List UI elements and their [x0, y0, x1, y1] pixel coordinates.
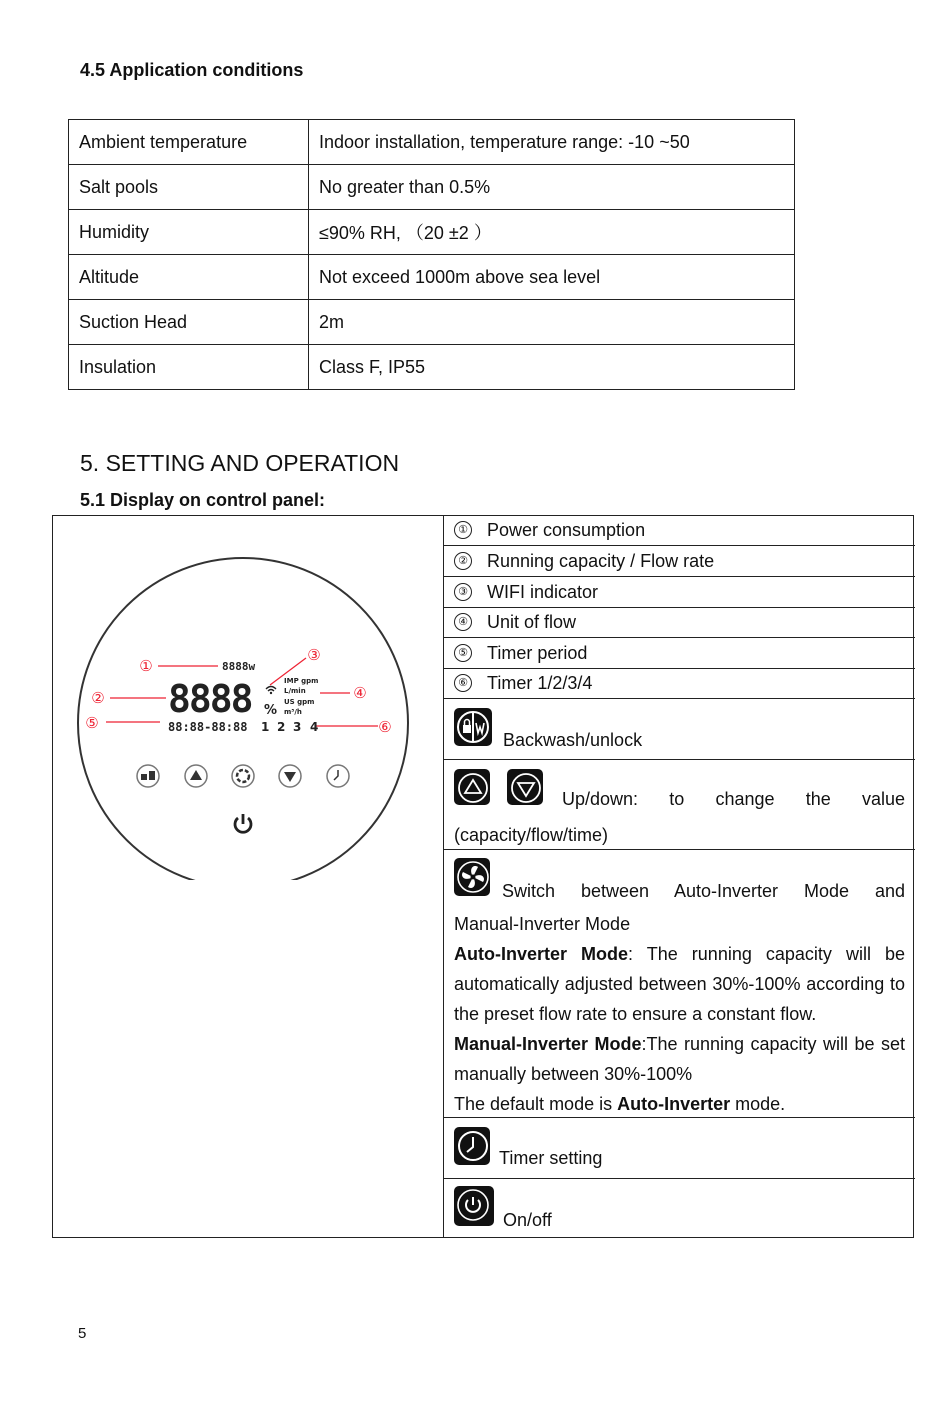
condition-label: Altitude	[69, 255, 309, 300]
legend-label: Unit of flow	[487, 612, 577, 632]
updown-row	[444, 760, 915, 850]
timer-label: Timer setting	[499, 1148, 603, 1168]
legend-number: ④	[454, 613, 472, 631]
legend-row	[444, 668, 915, 699]
control-panel-illustration	[60, 540, 430, 880]
application-conditions-table	[68, 119, 795, 390]
mode-label-line1: Switch between Auto-Inverter Mode and	[502, 881, 905, 901]
table-row	[69, 120, 795, 165]
legend-label: Timer period	[487, 643, 588, 663]
table-row	[69, 210, 795, 255]
table-row	[69, 165, 795, 210]
updown-label-line2: (capacity/flow/time)	[454, 825, 609, 845]
timer-number: 2	[277, 720, 286, 734]
timer-row	[444, 1118, 915, 1179]
callout-4: ④	[353, 684, 367, 702]
power-label: On/off	[503, 1210, 552, 1230]
power-icon	[454, 1186, 494, 1226]
default-mode-note	[454, 1089, 785, 1119]
auto-mode-text: : The running capacity will be automatically adjusted between 30%-100% according to the preset flow rate to ensure a constant flow.	[454, 944, 905, 1024]
flow-unit: m³/h	[284, 708, 302, 716]
percent-sign: %	[264, 703, 278, 718]
time-digits: 88:88-88:88	[168, 720, 248, 734]
backwash-lock-icon	[454, 708, 492, 746]
panel-timer-button	[327, 765, 349, 787]
legend-number: ⑤	[454, 644, 472, 662]
legend-label: WIFI indicator	[487, 582, 599, 602]
timer-number: 4	[310, 720, 319, 734]
legend-label: Running capacity / Flow rate	[487, 551, 715, 571]
manual-mode-term: Manual-Inverter Mode	[454, 1034, 642, 1054]
panel-fan-button	[232, 765, 254, 787]
legend-row	[444, 607, 915, 638]
callout-2: ②	[91, 689, 105, 707]
condition-label: Ambient temperature	[69, 120, 309, 165]
mode-label-line2: Manual-Inverter Mode	[454, 914, 631, 934]
legend-row	[444, 638, 915, 669]
table-row	[69, 345, 795, 390]
manual-mode-text: :The running capacity will be set manually between 30%-100%	[454, 1034, 906, 1084]
mode-row	[444, 850, 915, 1118]
updown-label-line1: Up/down: to change the value	[562, 789, 905, 809]
section-heading-5-1: 5.1 Display on control panel:	[80, 490, 326, 510]
callout-6: ⑥	[378, 718, 392, 736]
condition-label: Humidity	[69, 210, 309, 255]
panel-down-button	[279, 765, 301, 787]
legend-row	[444, 515, 915, 546]
callout-5: ⑤	[85, 714, 99, 732]
condition-label: Insulation	[69, 345, 309, 390]
main-digits: 8888	[168, 677, 252, 721]
condition-label: Salt pools	[69, 165, 309, 210]
auto-mode-description	[454, 939, 905, 1029]
legend-row	[444, 577, 915, 608]
default-pre: The default mode is	[454, 1094, 618, 1114]
backwash-row	[444, 699, 915, 760]
section-heading-4-5: 4.5 Application conditions	[80, 60, 304, 80]
legend-number: ⑥	[454, 674, 472, 692]
condition-value: Indoor installation, temperature range: -10 ~50	[309, 120, 795, 165]
flow-unit: L/min	[284, 687, 306, 695]
panel-up-button	[185, 765, 207, 787]
flow-unit: IMP gpm	[284, 677, 319, 685]
flow-unit: US gpm	[284, 698, 315, 706]
section-heading-5: 5. SETTING AND OPERATION	[80, 450, 400, 476]
manual-mode-description	[454, 1029, 905, 1089]
legend-number: ③	[454, 583, 472, 601]
up-triangle-icon	[454, 769, 490, 805]
condition-value: ≤90% RH, （20 ±2 ）	[309, 210, 795, 255]
condition-value: 2m	[309, 300, 795, 345]
condition-value: Not exceed 1000m above sea level	[309, 255, 795, 300]
clock-icon	[454, 1127, 490, 1165]
callout-3: ③	[307, 646, 321, 664]
legend-label: Timer 1/2/3/4	[487, 673, 593, 693]
panel-backwash-button	[137, 765, 159, 787]
callout-1: ①	[139, 657, 153, 675]
condition-label: Suction Head	[69, 300, 309, 345]
backwash-label: Backwash/unlock	[503, 730, 643, 750]
auto-mode-term: Auto-Inverter Mode	[454, 944, 629, 964]
power-digits: 8888w	[222, 660, 256, 673]
condition-value: No greater than 0.5%	[309, 165, 795, 210]
table-row	[69, 255, 795, 300]
condition-value: Class F, IP55	[309, 345, 795, 390]
down-triangle-icon	[507, 769, 543, 805]
default-post: mode.	[730, 1094, 786, 1114]
legend-number: ①	[454, 521, 472, 539]
timer-number: 1	[261, 720, 270, 734]
legend-number: ②	[454, 552, 472, 570]
legend-label: Power consumption	[487, 520, 646, 540]
page-number: 5	[78, 1325, 87, 1342]
power-row	[444, 1179, 915, 1238]
legend-row	[444, 546, 915, 577]
timer-number: 3	[293, 720, 302, 734]
table-row	[69, 300, 795, 345]
fan-icon	[454, 858, 490, 896]
default-term: Auto-Inverter	[617, 1094, 731, 1114]
